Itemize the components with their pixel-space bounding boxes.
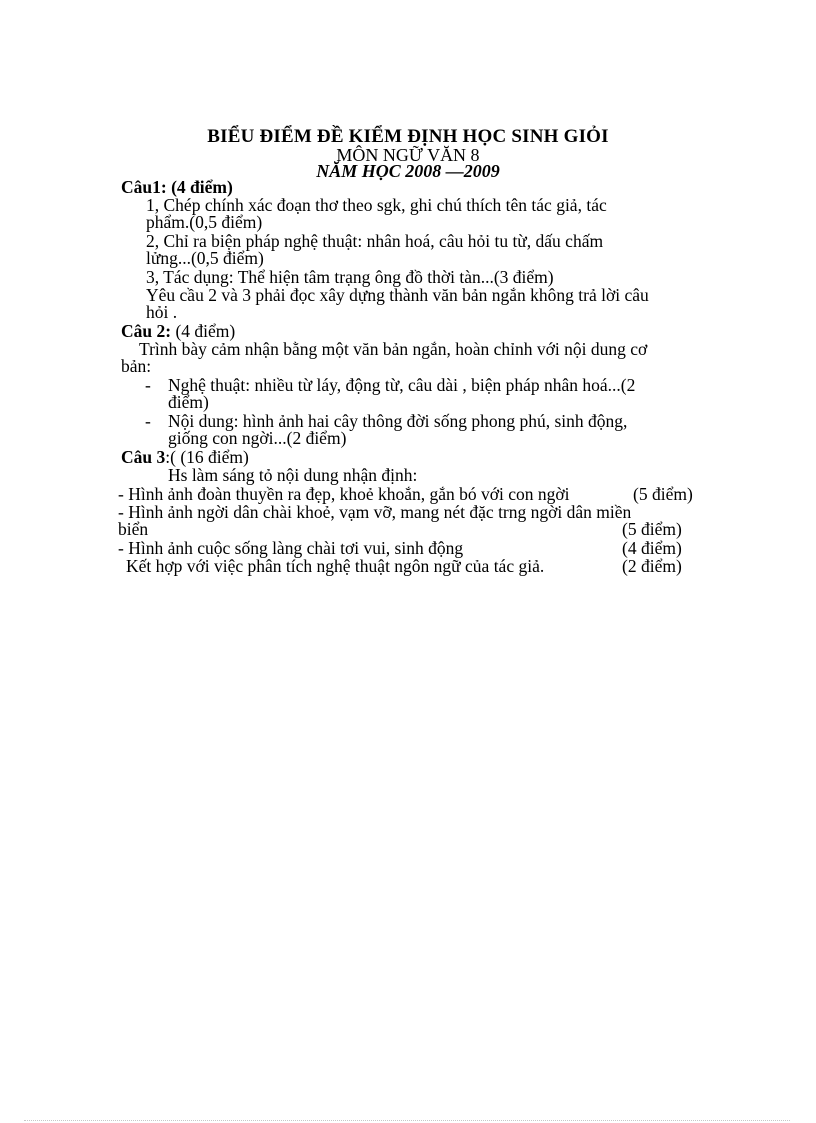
q3-row2-text-line1: - Hình ảnh ngời dân chài khoẻ, vạm vỡ, mang nét đặc trng ngời dân miền <box>118 502 632 522</box>
q1-item1-line1: 1, Chép chính xác đoạn thơ theo sgk, ghi chú thích tên tác giả, tác <box>146 195 607 215</box>
q3-row3-score: (4 điểm) <box>622 538 682 558</box>
doc-year: NĂM HỌC 2008 —2009 <box>316 161 500 181</box>
q2-bullet-2: - <box>145 411 151 431</box>
q1-note-line2: hỏi . <box>146 302 178 322</box>
q1-label: Câu1: (4 điểm) <box>121 177 233 197</box>
q3-row1-score: (5 điểm) <box>633 484 693 504</box>
q2-item2-line2: giống con ngời...(2 điểm) <box>168 428 347 448</box>
q1-item2-line1: 2, Chỉ ra biện pháp nghệ thuật: nhân hoá, câu hỏi tu từ, dấu chấm <box>146 231 604 251</box>
q1-note-line1: Yêu cầu 2 và 3 phải đọc xây dựng thành văn bản ngắn không trả lời câu <box>146 285 649 305</box>
q3-row1-text: - Hình ảnh đoàn thuyền ra đẹp, khoẻ khoắn, gắn bó với con ngời <box>118 484 570 504</box>
q2-item2-line1: Nội dung: hình ảnh hai cây thông đời sống phong phú, sinh động, <box>168 411 628 431</box>
q3-label: Câu 3 <box>121 447 166 467</box>
q1-item3: 3, Tác dụng: Thể hiện tâm trạng ông đồ thời tàn...(3 điểm) <box>146 267 554 287</box>
page-bottom-border <box>24 1120 790 1121</box>
q2-bullet-1: - <box>145 375 151 395</box>
q3-row4-text: Kết hợp với việc phân tích nghệ thuật ngôn ngữ của tác giả. <box>126 556 545 576</box>
doc-subject: MÔN NGỮ VĂN 8 <box>336 145 480 165</box>
q2-intro-line2: bản: <box>121 356 152 376</box>
q1-item1-line2: phẩm.(0,5 điểm) <box>146 212 263 232</box>
q3-intro: Hs làm sáng tỏ nội dung nhận định: <box>168 465 418 485</box>
q2-points: (4 điểm) <box>171 321 236 341</box>
q3-row2-text-line2: biển <box>118 519 149 539</box>
q2-label: Câu 2: <box>121 321 172 341</box>
q2-item1-line1: Nghệ thuật: nhiều từ láy, động từ, câu dài , biện pháp nhân hoá...(2 <box>168 375 636 395</box>
doc-title: BIỂU ĐIỂM ĐỀ KIỂM ĐỊNH HỌC SINH GIỎI <box>207 126 609 147</box>
q3-row4-score: (2 điểm) <box>622 556 682 576</box>
q3-row3-text: - Hình ảnh cuộc sống làng chài tơi vui, sinh động <box>118 538 464 558</box>
q1-item2-line2: lửng...(0,5 điểm) <box>146 248 264 268</box>
q2-intro-line1: Trình bày cảm nhận bằng một văn bản ngắn, hoàn chỉnh với nội dung cơ <box>139 339 648 359</box>
q3-row2-score: (5 điểm) <box>622 519 682 539</box>
q3-points: :( (16 điểm) <box>165 447 249 467</box>
q2-item1-line2: điểm) <box>168 392 209 412</box>
